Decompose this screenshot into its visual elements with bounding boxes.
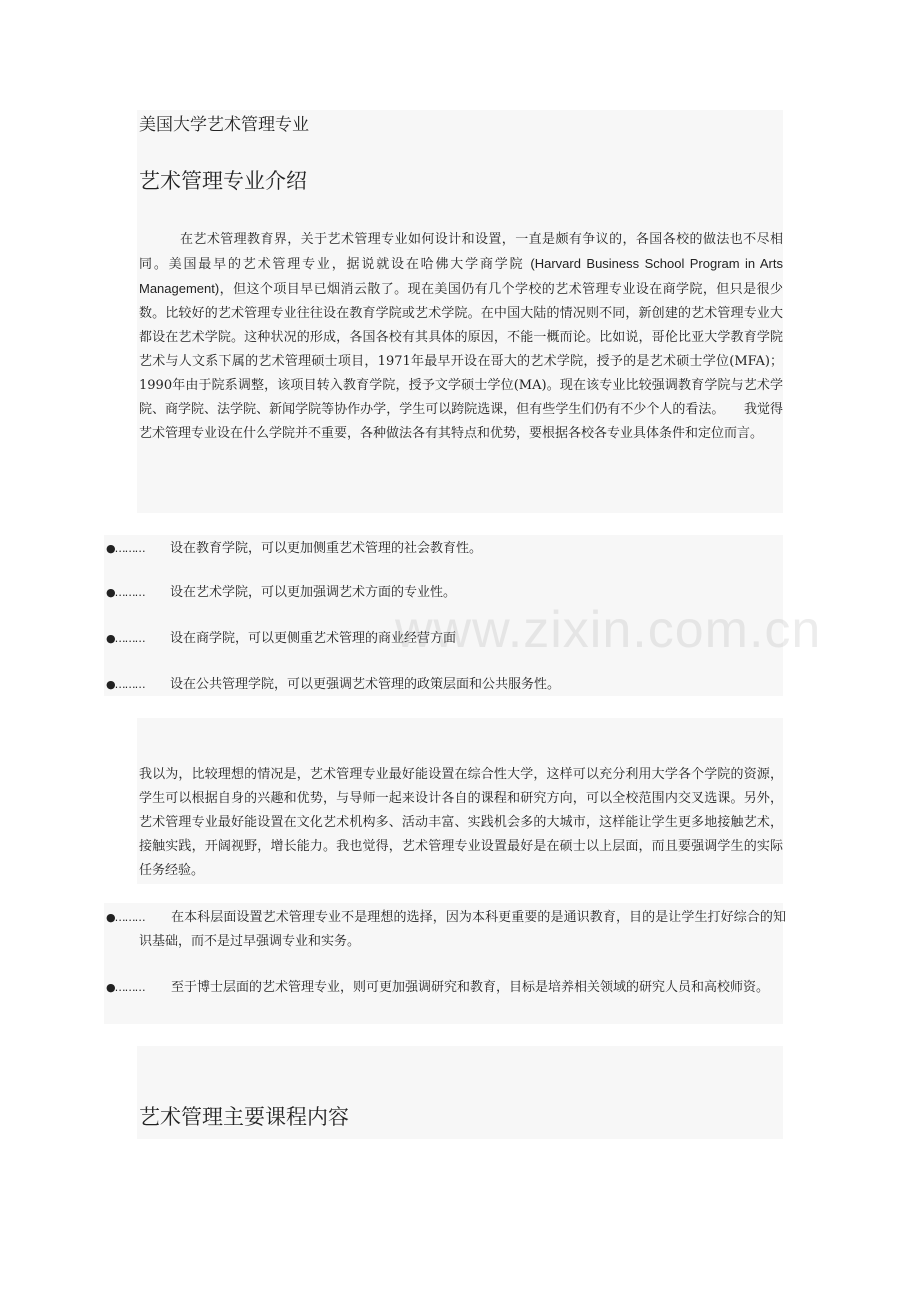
list-item-text: 设在教育学院，可以更加侧重艺术管理的社会教育性。 <box>170 541 483 556</box>
bullet-marker: ●……… <box>106 542 145 555</box>
intro-text-part1: 在艺术管理教育界，关于艺术管理专业如何设计和设置，一直是颇有争议的，各国各校的做法也不尽相同。美国最早的艺术管理专业，据说就设在哈佛大学商学院 <box>139 232 783 272</box>
list-item-text: 至于博士层面的艺术管理专业，则可更加强调研究和教育，目标是培养相关领域的研究人员和高校师资。 <box>171 980 770 995</box>
intro-text-part2: ，但这个项目早已烟消云散了。现在美国仍有几个学校的艺术管理专业设在商学院，但只是很少数。比较好的艺术管理专业往往设在教育学院或艺术学院。在中国大陆的情况则不同，新创建的艺术管理专业大都设在艺术学院。这种状况的形成，各国各校有其具体的原因，不能一概而论。比如说，哥伦比亚大学教育学院艺术与人文系下属的艺术管理硕士项目，1971年最早开设在哥大的艺术学院，授予的是艺术硕士学位(MFA)；1990年由于院系调整，该项目转入教育学院，授予文学硕士学位(MA)。现在该专业比较强调教育学院与艺术学院、商学院、法学院、新闻学院等协作办学，学生可以跨院选课，但有些学生们仍有不少个人的看法。 我觉得艺术管理专业设在什么学院并不重要，各种做法各有其特点和优势，要根据各校各专业具体条件和定位而言。 <box>139 282 783 441</box>
intro-paragraph <box>139 228 783 446</box>
section-heading-intro: 艺术管理专业介绍 <box>139 169 307 193</box>
document-title: 美国大学艺术管理专业 <box>139 115 309 135</box>
list-item-text: 设在公共管理学院，可以更强调艺术管理的政策层面和公共服务性。 <box>170 677 561 692</box>
list-item-text: 设在艺术学院，可以更加强调艺术方面的专业性。 <box>170 585 457 600</box>
list-item-text: 设在商学院，可以更侧重艺术管理的商业经营方面 <box>170 631 457 646</box>
list-item <box>106 906 786 954</box>
list-item-text: 在本科层面设置艺术管理专业不是理想的选择，因为本科更重要的是通识教育，目的是让学生打好综合的知识基础，而不是过早强调专业和实务。 <box>139 910 786 949</box>
bullet-marker: ●……… <box>106 632 145 645</box>
opinion-paragraph: 我以为，比较理想的情况是，艺术管理专业最好能设置在综合性大学，这样可以充分利用大学各个学院的资源，学生可以根据自身的兴趣和优势，与导师一起来设计各自的课程和研究方向，可以全校范围内交叉选课。另外，艺术管理专业最好能设置在文化艺术机构多、活动丰富、实践机会多的大城市，这样能让学生更多地接触艺术，接触实践，开阔视野，增长能力。我也觉得，艺术管理专业设置最好是在硕士以上层面，而且要强调学生的实际任务经验。 <box>139 767 783 878</box>
section-heading-courses: 艺术管理主要课程内容 <box>139 1105 349 1129</box>
bullet-marker: ●……… <box>106 586 145 599</box>
intro-text-latin: (Harvard Business School Program in Arts Management) <box>139 256 783 296</box>
list-item <box>106 976 786 1000</box>
bullet-marker: ●……… <box>106 911 145 924</box>
bullet-marker: ●……… <box>106 981 145 994</box>
bullet-marker: ●……… <box>106 678 145 691</box>
